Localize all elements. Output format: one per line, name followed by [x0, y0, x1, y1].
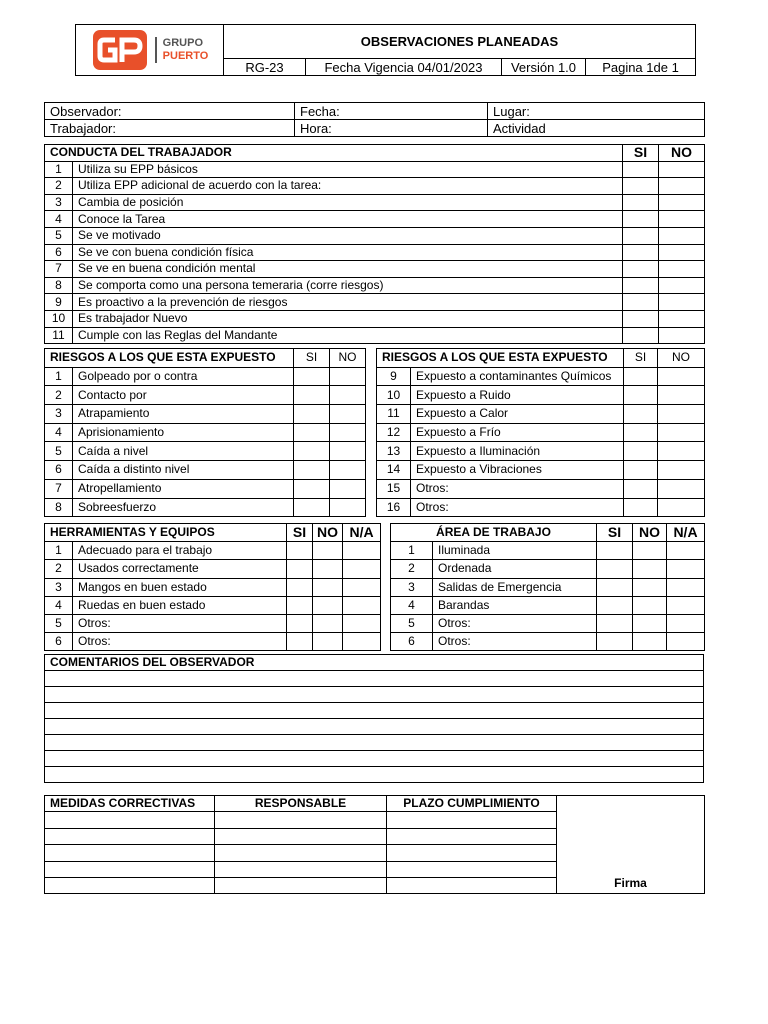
area-no-checkbox[interactable]	[633, 542, 667, 560]
riesgo-right-row	[377, 367, 705, 386]
area-trabajo-table	[390, 523, 705, 651]
riesgo-left-item-number: 1	[45, 367, 73, 386]
conducta-no-checkbox[interactable]	[659, 244, 705, 261]
conducta-si-checkbox[interactable]	[623, 294, 659, 311]
area-item-text: Barandas	[433, 596, 597, 614]
trabajador-field[interactable]: Trabajador:	[45, 120, 295, 137]
riesgo-left-item-text: Caída a distinto nivel	[73, 461, 294, 480]
actividad-field[interactable]: Actividad	[488, 120, 705, 137]
riesgo-left-item-number: 6	[45, 461, 73, 480]
herramienta-item-number: 3	[45, 578, 73, 596]
logo-line1: GRUPO	[162, 37, 204, 49]
conducta-item-text: Cumple con las Reglas del Mandante	[73, 327, 623, 344]
conducta-si-checkbox[interactable]	[623, 277, 659, 294]
herramienta-item-text: Otros:	[73, 614, 287, 632]
riesgo-right-item-text: Expuesto a Ruido	[411, 386, 624, 405]
hora-field[interactable]: Hora:	[295, 120, 488, 137]
herramientas-title: HERRAMIENTAS Y EQUIPOS	[45, 524, 287, 542]
area-item-number: 6	[391, 633, 433, 651]
area-row	[391, 578, 705, 596]
riesgos-right-title: RIESGOS A LOS QUE ESTA EXPUESTO	[377, 349, 624, 368]
conducta-si-header: SI	[623, 145, 659, 162]
riesgo-right-row	[377, 498, 705, 517]
conducta-row	[45, 227, 705, 244]
herramienta-si-checkbox[interactable]	[287, 542, 313, 560]
comentarios-title: COMENTARIOS DEL OBSERVADOR	[45, 655, 704, 671]
riesgo-right-no-checkbox[interactable]	[658, 405, 705, 424]
plazo-cell[interactable]	[387, 828, 557, 844]
herramienta-si-checkbox[interactable]	[287, 614, 313, 632]
conducta-item-number: 8	[45, 277, 73, 294]
medidas-col2-header: RESPONSABLE	[215, 796, 387, 812]
riesgo-right-item-number: 15	[377, 479, 411, 498]
herramientas-table	[44, 523, 381, 651]
herramienta-item-text: Ruedas en buen estado	[73, 596, 287, 614]
conducta-item-number: 4	[45, 211, 73, 228]
herramienta-item-number: 5	[45, 614, 73, 632]
medidas-table	[44, 795, 705, 894]
area-item-number: 3	[391, 578, 433, 596]
conducta-row	[45, 277, 705, 294]
conducta-item-number: 1	[45, 161, 73, 178]
area-na-header: N/A	[667, 524, 705, 542]
riesgo-right-no-checkbox[interactable]	[658, 367, 705, 386]
conducta-si-checkbox[interactable]	[623, 227, 659, 244]
area-no-checkbox[interactable]	[633, 633, 667, 651]
riesgo-right-item-number: 13	[377, 442, 411, 461]
herramienta-no-checkbox[interactable]	[313, 633, 343, 651]
riesgo-left-row	[45, 442, 366, 461]
version: Versión 1.0	[502, 59, 586, 76]
herramienta-no-checkbox[interactable]	[313, 614, 343, 632]
conducta-row	[45, 310, 705, 327]
area-item-number: 1	[391, 542, 433, 560]
conducta-row	[45, 194, 705, 211]
riesgo-right-item-text: Expuesto a Frío	[411, 423, 624, 442]
area-si-checkbox[interactable]	[597, 560, 633, 578]
riesgo-left-item-text: Atrapamiento	[73, 405, 294, 424]
riesgo-left-si-checkbox[interactable]	[294, 405, 330, 424]
area-item-text: Salidas de Emergencia	[433, 578, 597, 596]
conducta-no-checkbox[interactable]	[659, 294, 705, 311]
conducta-si-checkbox[interactable]	[623, 310, 659, 327]
riesgo-left-no-checkbox[interactable]	[330, 461, 366, 480]
comentario-line[interactable]	[45, 719, 704, 735]
area-na-checkbox[interactable]	[667, 578, 705, 596]
conducta-item-text: Se comporta como una persona temeraria (corre riesgos)	[73, 277, 623, 294]
riesgo-left-si-checkbox[interactable]	[294, 442, 330, 461]
area-si-checkbox[interactable]	[597, 633, 633, 651]
plazo-cell[interactable]	[387, 877, 557, 893]
herramienta-no-checkbox[interactable]	[313, 560, 343, 578]
area-item-number: 5	[391, 614, 433, 632]
herramienta-si-checkbox[interactable]	[287, 578, 313, 596]
area-no-checkbox[interactable]	[633, 614, 667, 632]
herramienta-na-checkbox[interactable]	[343, 596, 381, 614]
riesgo-right-si-checkbox[interactable]	[624, 498, 658, 517]
area-item-number: 4	[391, 596, 433, 614]
comentario-line[interactable]	[45, 687, 704, 703]
herramienta-row	[45, 560, 381, 578]
riesgo-left-si-checkbox[interactable]	[294, 423, 330, 442]
area-item-number: 2	[391, 560, 433, 578]
riesgos-right-no-header: NO	[658, 349, 705, 368]
riesgo-left-item-text: Aprisionamiento	[73, 423, 294, 442]
observer-info-table	[44, 102, 705, 137]
comentario-line[interactable]	[45, 735, 704, 751]
conducta-item-number: 11	[45, 327, 73, 344]
riesgo-right-row	[377, 405, 705, 424]
area-item-text: Ordenada	[433, 560, 597, 578]
conducta-no-checkbox[interactable]	[659, 227, 705, 244]
riesgo-right-si-checkbox[interactable]	[624, 367, 658, 386]
conducta-row	[45, 294, 705, 311]
conducta-item-text: Cambia de posición	[73, 194, 623, 211]
herramienta-item-text: Adecuado para el trabajo	[73, 542, 287, 560]
conducta-no-checkbox[interactable]	[659, 161, 705, 178]
responsable-cell[interactable]	[215, 877, 387, 893]
riesgo-right-item-text: Otros:	[411, 498, 624, 517]
riesgo-left-item-text: Contacto por	[73, 386, 294, 405]
riesgo-left-row	[45, 405, 366, 424]
conducta-si-checkbox[interactable]	[623, 244, 659, 261]
conducta-item-number: 3	[45, 194, 73, 211]
herramienta-na-checkbox[interactable]	[343, 578, 381, 596]
riesgo-left-row	[45, 461, 366, 480]
riesgo-left-row	[45, 386, 366, 405]
herramienta-row	[45, 578, 381, 596]
conducta-no-checkbox[interactable]	[659, 211, 705, 228]
plazo-cell[interactable]	[387, 845, 557, 861]
area-item-text: Iluminada	[433, 542, 597, 560]
conducta-si-checkbox[interactable]	[623, 327, 659, 344]
riesgo-left-item-number: 4	[45, 423, 73, 442]
area-si-checkbox[interactable]	[597, 614, 633, 632]
riesgo-right-si-checkbox[interactable]	[624, 423, 658, 442]
area-si-checkbox[interactable]	[597, 596, 633, 614]
conducta-item-number: 5	[45, 227, 73, 244]
riesgo-left-no-checkbox[interactable]	[330, 498, 366, 517]
conducta-item-number: 9	[45, 294, 73, 311]
conducta-no-checkbox[interactable]	[659, 194, 705, 211]
riesgo-left-item-text: Atropellamiento	[73, 479, 294, 498]
riesgo-right-item-number: 14	[377, 461, 411, 480]
conducta-table	[44, 144, 705, 344]
medida-cell[interactable]	[45, 877, 215, 893]
area-row	[391, 633, 705, 651]
area-si-checkbox[interactable]	[597, 578, 633, 596]
riesgo-right-no-checkbox[interactable]	[658, 479, 705, 498]
riesgo-right-row	[377, 461, 705, 480]
herramienta-row	[45, 633, 381, 651]
herramienta-na-checkbox[interactable]	[343, 542, 381, 560]
herramientas-si-header: SI	[287, 524, 313, 542]
riesgo-left-item-number: 7	[45, 479, 73, 498]
riesgo-left-item-text: Sobreesfuerzo	[73, 498, 294, 517]
riesgo-left-si-checkbox[interactable]	[294, 461, 330, 480]
riesgo-left-no-checkbox[interactable]	[330, 479, 366, 498]
conducta-row	[45, 161, 705, 178]
conducta-row	[45, 327, 705, 344]
riesgo-left-no-checkbox[interactable]	[330, 386, 366, 405]
riesgos-left-table	[44, 348, 366, 517]
herramienta-na-checkbox[interactable]	[343, 633, 381, 651]
riesgo-left-item-number: 3	[45, 405, 73, 424]
riesgos-right-si-header: SI	[624, 349, 658, 368]
comentario-line[interactable]	[45, 751, 704, 767]
riesgo-right-item-text: Expuesto a contaminantes Químicos	[411, 367, 624, 386]
medidas-col1-header: MEDIDAS CORRECTIVAS	[45, 796, 215, 812]
riesgo-right-item-number: 16	[377, 498, 411, 517]
riesgo-right-si-checkbox[interactable]	[624, 461, 658, 480]
riesgo-left-no-checkbox[interactable]	[330, 405, 366, 424]
riesgo-right-si-checkbox[interactable]	[624, 386, 658, 405]
riesgo-left-no-checkbox[interactable]	[330, 442, 366, 461]
logo-line2: PUERTO	[162, 50, 209, 62]
responsable-cell[interactable]	[215, 828, 387, 844]
herramienta-si-checkbox[interactable]	[287, 596, 313, 614]
riesgo-right-item-number: 12	[377, 423, 411, 442]
area-si-checkbox[interactable]	[597, 542, 633, 560]
pagina: Pagina 1de 1	[586, 59, 696, 76]
riesgos-left-title: RIESGOS A LOS QUE ESTA EXPUESTO	[45, 349, 294, 368]
comentario-line[interactable]	[45, 703, 704, 719]
riesgo-left-si-checkbox[interactable]	[294, 498, 330, 517]
herramienta-item-text: Mangos en buen estado	[73, 578, 287, 596]
herramienta-item-number: 1	[45, 542, 73, 560]
riesgo-right-si-checkbox[interactable]	[624, 442, 658, 461]
area-si-header: SI	[597, 524, 633, 542]
herramienta-item-text: Usados correctamente	[73, 560, 287, 578]
conducta-row	[45, 178, 705, 195]
comentario-line[interactable]	[45, 767, 704, 783]
medidas-col3-header: PLAZO CUMPLIMIENTO	[387, 796, 557, 812]
logo-cell	[76, 25, 224, 76]
riesgo-right-no-checkbox[interactable]	[658, 461, 705, 480]
responsable-cell[interactable]	[215, 845, 387, 861]
conducta-si-checkbox[interactable]	[623, 161, 659, 178]
conducta-no-checkbox[interactable]	[659, 178, 705, 195]
herramienta-row	[45, 614, 381, 632]
riesgo-right-row	[377, 386, 705, 405]
observador-field[interactable]: Observador:	[45, 103, 295, 120]
medida-cell[interactable]	[45, 812, 215, 828]
conducta-item-text: Es trabajador Nuevo	[73, 310, 623, 327]
conducta-si-checkbox[interactable]	[623, 194, 659, 211]
comentarios-table	[44, 654, 704, 783]
riesgo-right-item-text: Expuesto a Vibraciones	[411, 461, 624, 480]
conducta-title: CONDUCTA DEL TRABAJADOR	[45, 145, 623, 162]
medida-cell[interactable]	[45, 828, 215, 844]
riesgo-right-item-text: Otros:	[411, 479, 624, 498]
riesgo-right-row	[377, 423, 705, 442]
plazo-cell[interactable]	[387, 861, 557, 877]
riesgo-left-no-checkbox[interactable]	[330, 423, 366, 442]
riesgo-left-item-number: 2	[45, 386, 73, 405]
riesgo-left-item-number: 8	[45, 498, 73, 517]
conducta-row	[45, 244, 705, 261]
area-no-checkbox[interactable]	[633, 560, 667, 578]
riesgo-left-si-checkbox[interactable]	[294, 479, 330, 498]
responsable-cell[interactable]	[215, 812, 387, 828]
riesgo-left-item-text: Golpeado por o contra	[73, 367, 294, 386]
riesgo-right-item-text: Expuesto a Calor	[411, 405, 624, 424]
grupo-puerto-logo	[76, 28, 223, 72]
conducta-no-checkbox[interactable]	[659, 327, 705, 344]
conducta-item-text: Es proactivo a la prevención de riesgos	[73, 294, 623, 311]
riesgo-right-si-checkbox[interactable]	[624, 405, 658, 424]
area-no-header: NO	[633, 524, 667, 542]
comentario-line[interactable]	[45, 671, 704, 687]
riesgo-left-row	[45, 479, 366, 498]
riesgos-left-si-header: SI	[294, 349, 330, 368]
area-row	[391, 614, 705, 632]
riesgo-left-si-checkbox[interactable]	[294, 386, 330, 405]
riesgo-right-item-number: 9	[377, 367, 411, 386]
riesgos-right-table	[376, 348, 705, 517]
herramienta-no-checkbox[interactable]	[313, 578, 343, 596]
conducta-no-header: NO	[659, 145, 705, 162]
firma-box[interactable]	[557, 796, 705, 894]
herramienta-si-checkbox[interactable]	[287, 633, 313, 651]
conducta-no-checkbox[interactable]	[659, 261, 705, 278]
riesgo-right-item-number: 11	[377, 405, 411, 424]
conducta-si-checkbox[interactable]	[623, 178, 659, 195]
riesgo-right-item-text: Expuesto a Iluminación	[411, 442, 624, 461]
area-row	[391, 560, 705, 578]
riesgo-left-item-text: Caída a nivel	[73, 442, 294, 461]
conducta-si-checkbox[interactable]	[623, 211, 659, 228]
firma-label: Firma	[614, 876, 647, 891]
riesgos-left-no-header: NO	[330, 349, 366, 368]
fecha-vigencia: Fecha Vigencia 04/01/2023	[306, 59, 502, 76]
herramienta-na-checkbox[interactable]	[343, 560, 381, 578]
gp-logo-icon	[91, 28, 149, 72]
conducta-row	[45, 211, 705, 228]
conducta-no-checkbox[interactable]	[659, 277, 705, 294]
conducta-item-text: Utiliza EPP adicional de acuerdo con la tarea:	[73, 178, 623, 195]
herramienta-item-number: 4	[45, 596, 73, 614]
riesgo-left-item-number: 5	[45, 442, 73, 461]
conducta-si-checkbox[interactable]	[623, 261, 659, 278]
riesgo-right-row	[377, 442, 705, 461]
document-code: RG-23	[224, 59, 306, 76]
conducta-item-number: 6	[45, 244, 73, 261]
riesgo-right-no-checkbox[interactable]	[658, 423, 705, 442]
area-item-text: Otros:	[433, 633, 597, 651]
riesgo-right-si-checkbox[interactable]	[624, 479, 658, 498]
area-na-checkbox[interactable]	[667, 542, 705, 560]
conducta-item-number: 10	[45, 310, 73, 327]
conducta-item-text: Se ve motivado	[73, 227, 623, 244]
area-na-checkbox[interactable]	[667, 596, 705, 614]
riesgo-left-no-checkbox[interactable]	[330, 367, 366, 386]
lugar-field[interactable]: Lugar:	[488, 103, 705, 120]
herramienta-no-checkbox[interactable]	[313, 596, 343, 614]
herramienta-item-number: 6	[45, 633, 73, 651]
plazo-cell[interactable]	[387, 812, 557, 828]
area-item-text: Otros:	[433, 614, 597, 632]
riesgo-right-no-checkbox[interactable]	[658, 498, 705, 517]
medida-cell[interactable]	[45, 845, 215, 861]
herramienta-si-checkbox[interactable]	[287, 560, 313, 578]
conducta-no-checkbox[interactable]	[659, 310, 705, 327]
document-title: OBSERVACIONES PLANEADAS	[224, 25, 696, 59]
fecha-field[interactable]: Fecha:	[295, 103, 488, 120]
document-header	[75, 24, 696, 76]
riesgo-right-no-checkbox[interactable]	[658, 386, 705, 405]
herramienta-row	[45, 596, 381, 614]
conducta-item-number: 2	[45, 178, 73, 195]
responsable-cell[interactable]	[215, 861, 387, 877]
conducta-row	[45, 261, 705, 278]
area-na-checkbox[interactable]	[667, 633, 705, 651]
herramienta-na-checkbox[interactable]	[343, 614, 381, 632]
conducta-item-text: Se ve con buena condición física	[73, 244, 623, 261]
riesgo-left-si-checkbox[interactable]	[294, 367, 330, 386]
area-na-checkbox[interactable]	[667, 614, 705, 632]
conducta-item-number: 7	[45, 261, 73, 278]
area-title: ÁREA DE TRABAJO	[391, 524, 597, 542]
riesgo-right-row	[377, 479, 705, 498]
conducta-item-text: Se ve en buena condición mental	[73, 261, 623, 278]
herramientas-no-header: NO	[313, 524, 343, 542]
herramienta-item-number: 2	[45, 560, 73, 578]
riesgo-left-row	[45, 423, 366, 442]
area-na-checkbox[interactable]	[667, 560, 705, 578]
riesgo-left-row	[45, 367, 366, 386]
riesgo-right-item-number: 10	[377, 386, 411, 405]
herramienta-item-text: Otros:	[73, 633, 287, 651]
riesgo-right-no-checkbox[interactable]	[658, 442, 705, 461]
area-no-checkbox[interactable]	[633, 578, 667, 596]
riesgo-left-row	[45, 498, 366, 517]
herramientas-na-header: N/A	[343, 524, 381, 542]
area-row	[391, 542, 705, 560]
conducta-item-text: Utiliza su EPP básicos	[73, 161, 623, 178]
herramienta-row	[45, 542, 381, 560]
conducta-item-text: Conoce la Tarea	[73, 211, 623, 228]
area-row	[391, 596, 705, 614]
herramienta-no-checkbox[interactable]	[313, 542, 343, 560]
medida-cell[interactable]	[45, 861, 215, 877]
area-no-checkbox[interactable]	[633, 596, 667, 614]
